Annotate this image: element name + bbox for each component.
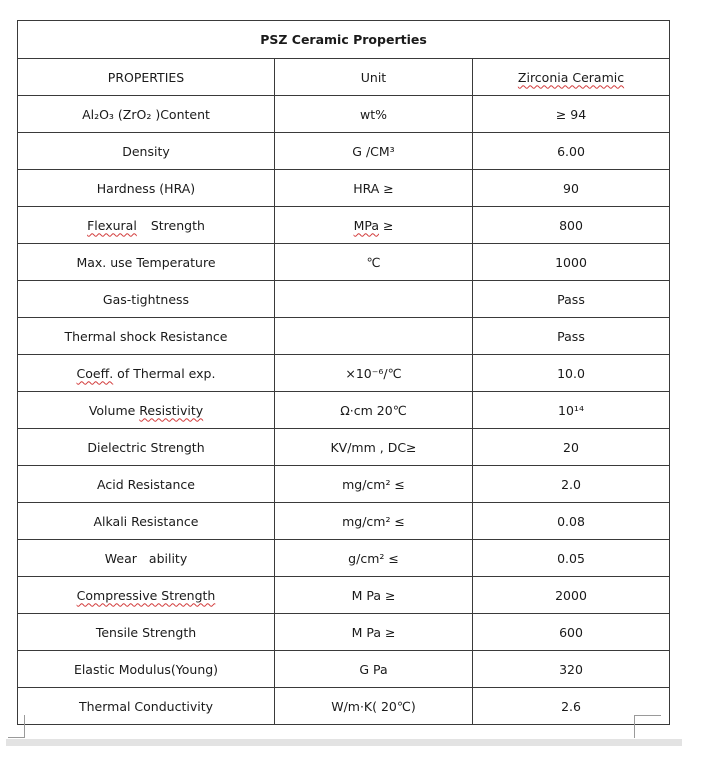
unit-cell bbox=[275, 281, 473, 318]
value-cell: 20 bbox=[473, 429, 670, 466]
page-corner-mark-left bbox=[8, 715, 25, 738]
header-material bbox=[473, 59, 670, 96]
document-page bbox=[17, 20, 669, 725]
unit-cell: wt% bbox=[275, 96, 473, 133]
property-rest: of Thermal exp. bbox=[113, 365, 216, 381]
unit-cell: ℃ bbox=[275, 244, 473, 281]
table-row bbox=[18, 577, 670, 614]
unit-symbol: ≥ bbox=[378, 217, 394, 233]
table-row bbox=[18, 244, 670, 281]
table-row bbox=[18, 651, 670, 688]
property-cell bbox=[18, 540, 275, 577]
unit-cell: g/cm² ≤ bbox=[275, 540, 473, 577]
unit-cell bbox=[275, 318, 473, 355]
property-cell: Max. use Temperature bbox=[18, 244, 275, 281]
table-row bbox=[18, 281, 670, 318]
unit-cell: mg/cm² ≤ bbox=[275, 466, 473, 503]
property-cell: Alkali Resistance bbox=[18, 503, 275, 540]
table-row bbox=[18, 96, 670, 133]
unit-cell: mg/cm² ≤ bbox=[275, 503, 473, 540]
property-cell: Gas-tightness bbox=[18, 281, 275, 318]
property-cell: Acid Resistance bbox=[18, 466, 275, 503]
property-cell bbox=[18, 207, 275, 244]
table-row bbox=[18, 688, 670, 725]
value-cell: Pass bbox=[473, 318, 670, 355]
property-cell: Thermal shock Resistance bbox=[18, 318, 275, 355]
value-cell: 6.00 bbox=[473, 133, 670, 170]
table-row bbox=[18, 429, 670, 466]
unit-cell: M Pa ≥ bbox=[275, 577, 473, 614]
unit-cell: G Pa bbox=[275, 651, 473, 688]
property-word-flexural: Flexural bbox=[87, 217, 137, 233]
value-cell: 320 bbox=[473, 651, 670, 688]
value-cell: 0.05 bbox=[473, 540, 670, 577]
page-bottom-edge bbox=[6, 739, 682, 746]
value-cell: 10¹⁴ bbox=[473, 392, 670, 429]
value-cell: 1000 bbox=[473, 244, 670, 281]
value-cell: Pass bbox=[473, 281, 670, 318]
unit-cell: HRA ≥ bbox=[275, 170, 473, 207]
table-row bbox=[18, 133, 670, 170]
property-text: Compressive Strength bbox=[76, 587, 216, 603]
property-cell: Tensile Strength bbox=[18, 614, 275, 651]
table-row bbox=[18, 355, 670, 392]
unit-cell: M Pa ≥ bbox=[275, 614, 473, 651]
table-row bbox=[18, 207, 670, 244]
value-cell: 2.6 bbox=[473, 688, 670, 725]
table-row bbox=[18, 466, 670, 503]
unit-cell: W/m·K( 20℃) bbox=[275, 688, 473, 725]
page-corner-mark-right bbox=[634, 715, 661, 738]
value-cell: 2.0 bbox=[473, 466, 670, 503]
property-cell bbox=[18, 355, 275, 392]
property-word-coeff: Coeff. bbox=[76, 365, 114, 381]
table-row bbox=[18, 614, 670, 651]
value-cell: ≥ 94 bbox=[473, 96, 670, 133]
property-word-ability: ability bbox=[148, 550, 188, 566]
properties-table bbox=[17, 20, 670, 725]
value-cell: 10.0 bbox=[473, 355, 670, 392]
table-row bbox=[18, 540, 670, 577]
property-cell bbox=[18, 392, 275, 429]
property-cell: Thermal Conductivity bbox=[18, 688, 275, 725]
property-cell: Dielectric Strength bbox=[18, 429, 275, 466]
property-cell: Elastic Modulus(Young) bbox=[18, 651, 275, 688]
header-material-label: Zirconia Ceramic bbox=[517, 69, 625, 85]
property-word-volume: Volume bbox=[88, 402, 140, 418]
value-cell: 0.08 bbox=[473, 503, 670, 540]
unit-cell bbox=[275, 207, 473, 244]
table-title-row bbox=[18, 21, 670, 59]
property-word-wear: Wear bbox=[104, 550, 137, 566]
value-cell: 90 bbox=[473, 170, 670, 207]
property-cell: Density bbox=[18, 133, 275, 170]
unit-cell: ×10⁻⁶/℃ bbox=[275, 355, 473, 392]
value-cell: 600 bbox=[473, 614, 670, 651]
property-word-resistivity: Resistivity bbox=[139, 402, 204, 418]
table-title: PSZ Ceramic Properties bbox=[18, 21, 670, 59]
value-cell: 2000 bbox=[473, 577, 670, 614]
unit-cell: G /CM³ bbox=[275, 133, 473, 170]
unit-cell: Ω·cm 20℃ bbox=[275, 392, 473, 429]
unit-cell: KV/mm , DC≥ bbox=[275, 429, 473, 466]
table-row bbox=[18, 318, 670, 355]
value-cell: 800 bbox=[473, 207, 670, 244]
unit-word-mpa: MPa bbox=[353, 217, 379, 233]
property-cell: Al₂O₃ (ZrO₂ )Content bbox=[18, 96, 275, 133]
header-properties: PROPERTIES bbox=[18, 59, 275, 96]
property-word-strength: Strength bbox=[150, 217, 205, 233]
property-cell bbox=[18, 577, 275, 614]
table-row bbox=[18, 503, 670, 540]
table-row bbox=[18, 392, 670, 429]
header-unit: Unit bbox=[275, 59, 473, 96]
property-cell: Hardness (HRA) bbox=[18, 170, 275, 207]
table-header-row bbox=[18, 59, 670, 96]
table-row bbox=[18, 170, 670, 207]
